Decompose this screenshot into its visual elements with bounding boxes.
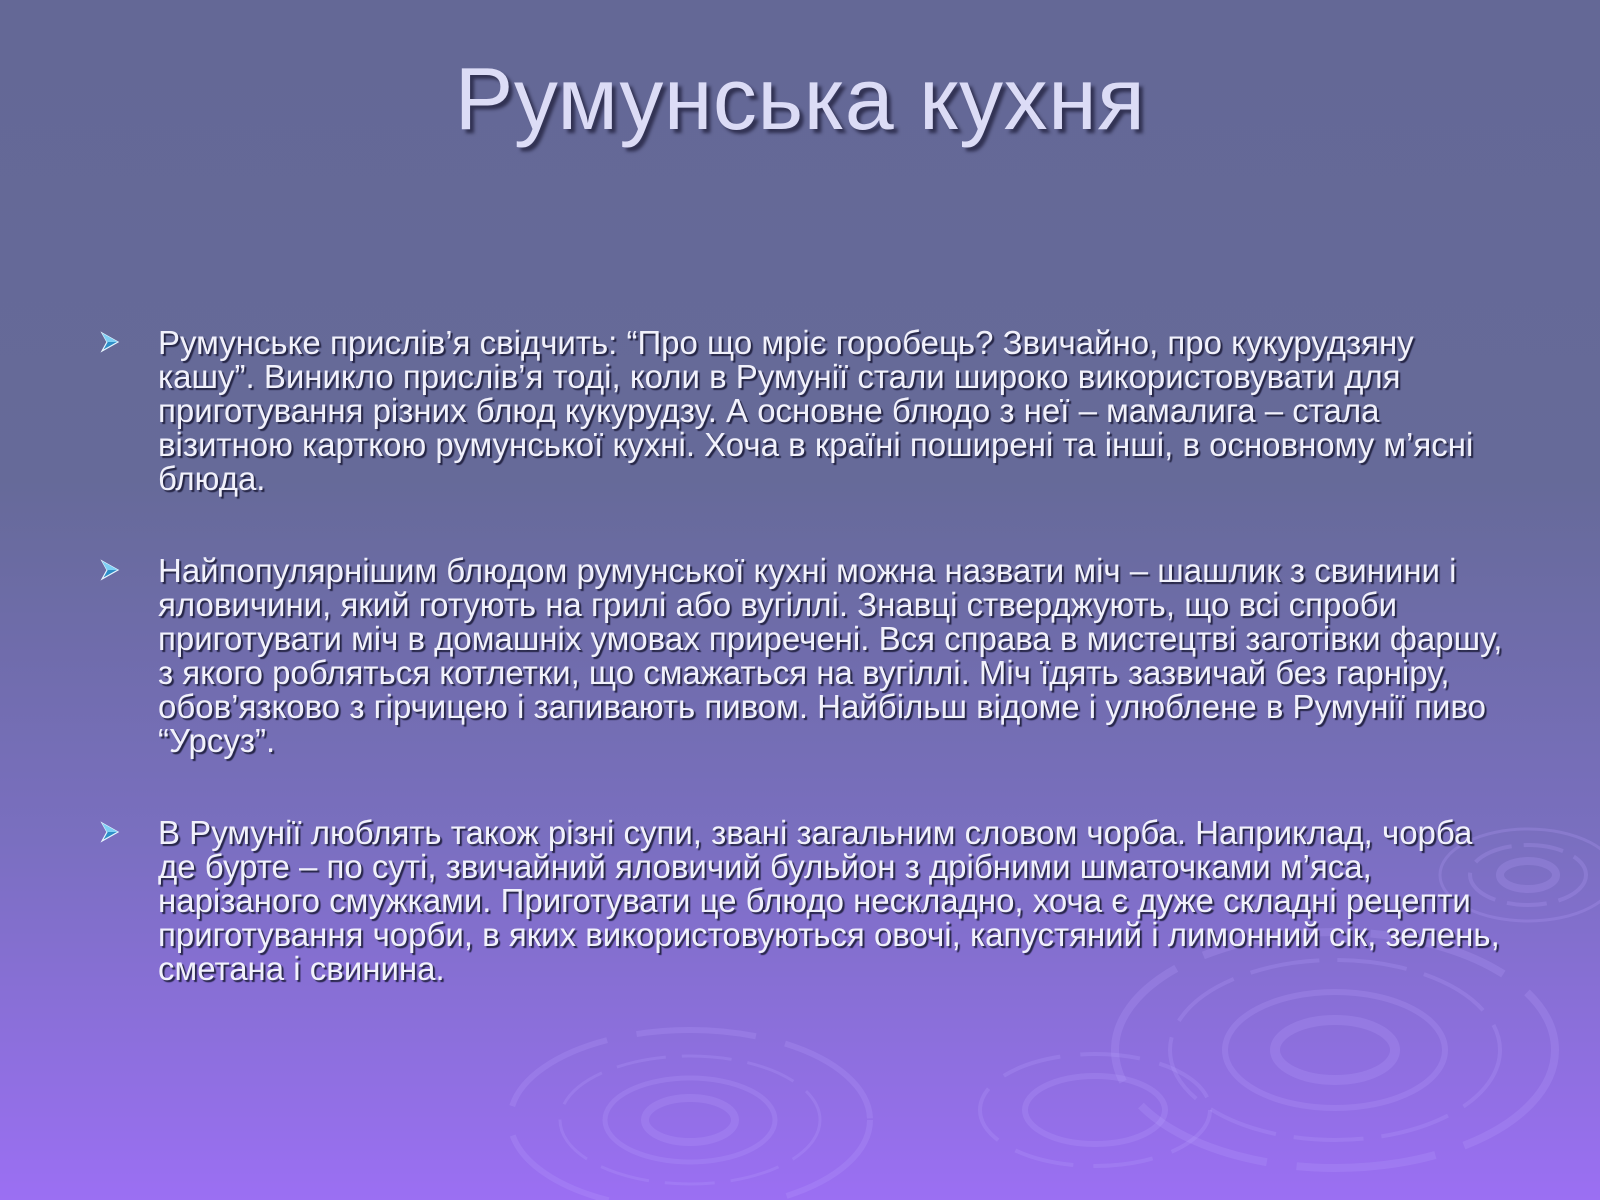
bullet-item <box>98 326 1518 496</box>
bullet-text: Найпопулярнішим блюдом румунської кухні можна назвати міч – шашлик з свинини і яловичини, який готують на грилі або вугіллі. Знавці стверджують, що всі спроби приготувати міч в домашніх умовах приречені. Вся справа в мистецтві заготівки фаршу, з якого робляться котлетки, що смажаться на вугіллі. Міч їдять зазвичай без гарніру, обов’язково з гірчицею і запивають пивом. Найбільш відоме і улюблене в Румунії пиво “Урсуз”. <box>158 552 1503 759</box>
chevron-bullet-icon <box>98 820 122 844</box>
slide-title: Румунська кухня <box>454 49 1146 148</box>
bullet-item <box>98 816 1518 986</box>
bullet-text: В Румунії люблять також різні супи, звані загальним словом чорба. Наприклад, чорба де бурте – по суті, звичайний яловичий бульйон з дрібними шматочками м’яса, нарізаного смужками. Приготувати це блюдо нескладно, хоча є дуже складні рецепти приготування чорби, в яких використовуються овочі, капустяний і лимонний сік, зелень, сметана і свинина. <box>158 814 1500 987</box>
bullet-text: Румунське прислів’я свідчить: “Про що мріє горобець? Звичайно, про кукурудзяну кашу”. Виникло прислів’я тоді, коли в Румунії стали широко використовувати для приготування різних блюд кукурудзу. А основне блюдо з неї – мамалига – стала візитною карткою румунської кухні. Хоча в країні поширені та інші, в основному м’ясні блюда. <box>158 324 1474 497</box>
bullet-list <box>98 326 1518 1044</box>
bullet-item <box>98 554 1518 758</box>
chevron-bullet-icon <box>98 558 122 582</box>
chevron-bullet-icon <box>98 330 122 354</box>
